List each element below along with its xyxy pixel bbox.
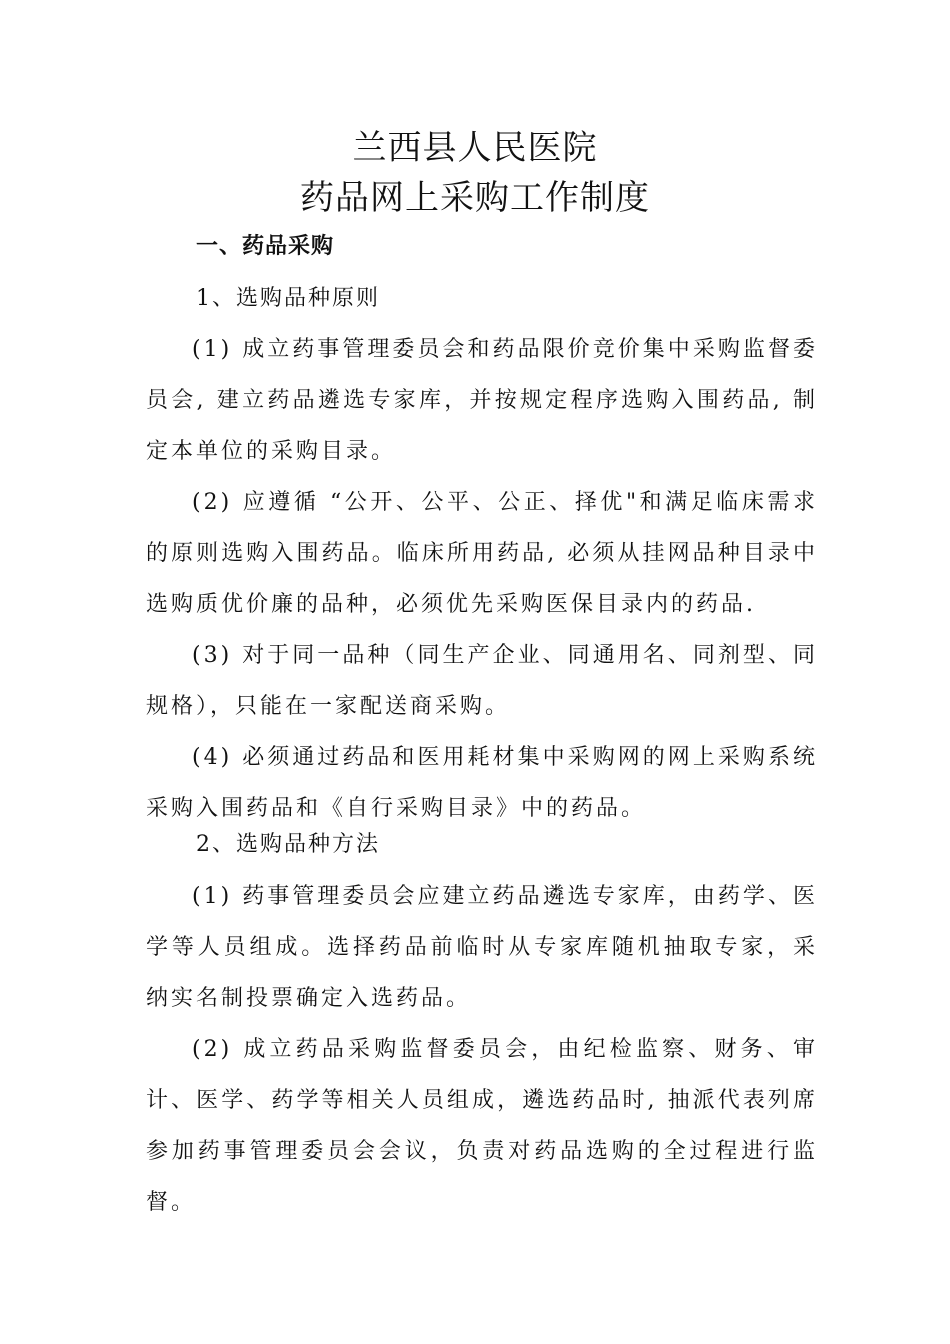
paragraph-principle-4: (4) 必须通过药品和医用耗材集中采购网的网上采购系统采购入围药品和《自行采购目录》中的药品。 — [146, 745, 818, 821]
paragraph-principle-1: (1) 成立药事管理委员会和药品限价竞价集中采购监督委员会, 建立药品遴选专家库，并按规定程序选购入围药品, 制定本单位的采购目录。 — [146, 337, 818, 464]
subsection-heading-selection-principles: 1、选购品种原则 — [196, 286, 380, 311]
paragraph-principle-2: (2) 应遵循 “公开、公平、公正、择优"和满足临床需求的原则选购入围药品。临床所用药品, 必须从挂网品种目录中选购质优价廉的品种，必须优先采购医保目录内的药品. — [146, 490, 818, 617]
document-title-policy: 药品网上采购工作制度 — [300, 178, 650, 218]
section-heading-drug-procurement: 一、药品采购 — [196, 234, 335, 259]
paragraph-method-1: (1) 药事管理委员会应建立药品遴选专家库，由药学、医学等人员组成。选择药品前临时从专家库随机抽取专家，采纳实名制投票确定入选药品。 — [146, 884, 818, 1011]
document-title-hospital: 兰西县人民医院 — [352, 128, 598, 168]
subsection-heading-selection-methods: 2、选购品种方法 — [196, 832, 380, 857]
paragraph-principle-3: (3) 对于同一品种（同生产企业、同通用名、同剂型、同规格），只能在一家配送商采购。 — [146, 643, 818, 719]
paragraph-method-2: (2) 成立药品采购监督委员会，由纪检监察、财务、审计、医学、药学等相关人员组成，遴选药品时, 抽派代表列席参加药事管理委员会会议，负责对药品选购的全过程进行监督。 — [146, 1037, 818, 1215]
